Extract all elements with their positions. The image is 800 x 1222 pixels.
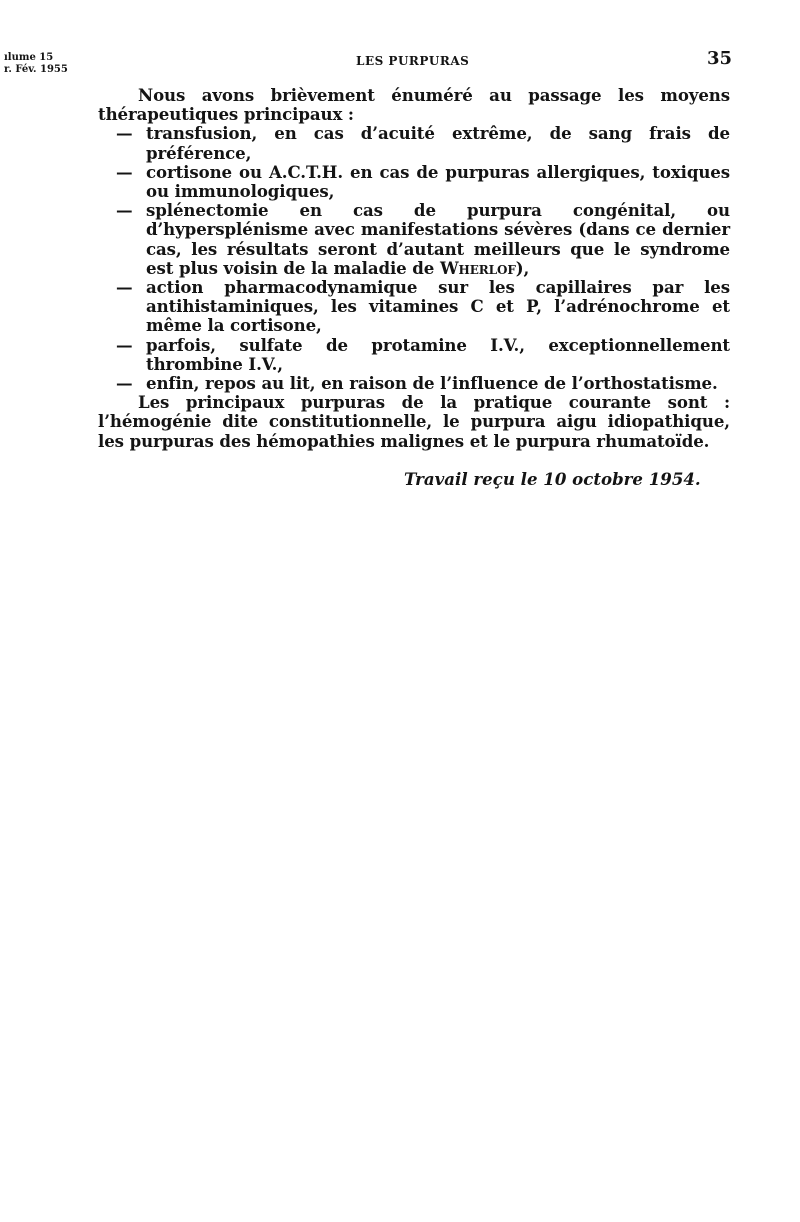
treatment-item-splenectomie: [98, 201, 730, 278]
list-dash: —: [116, 277, 133, 298]
volume-number: ılume 15: [4, 52, 54, 63]
treatment-text: parfois, sulfate de protamine I.V., exceptionnellement thrombine I.V.,: [146, 334, 730, 374]
page-number: 35: [707, 48, 733, 69]
treatment-text-end: ),: [515, 257, 530, 278]
treatment-text: splénectomie en cas de purpura congénital, ou d’hypersplénisme avec manifestations sévères (dans ce dernier cas, les résultats seront d’autant meilleurs que le syndrome est plus voisin de la maladie de: [146, 200, 730, 278]
treatment-item-cortisone: [98, 163, 730, 201]
treatment-text: enfin, repos au lit, en raison de l’influence de l’orthostatisme.: [146, 373, 718, 394]
list-dash: —: [116, 200, 133, 221]
treatment-item-transfusion: [98, 124, 730, 162]
treatment-list: [98, 124, 730, 393]
issue-date: r. Fév. 1955: [4, 64, 68, 75]
treatment-text: transfusion, en cas d’acuité extrême, de sang frais de préférence,: [146, 123, 730, 163]
list-dash: —: [116, 334, 133, 355]
intro-paragraph: Nous avons brièvement énuméré au passage les moyens thérapeutiques principaux :: [98, 85, 730, 125]
treatment-item-repos: [98, 374, 730, 393]
treatment-text: action pharmacodynamique sur les capillaires par les antihistaminiques, les vitamines C et P, l’adrénochrome et même la cortisone,: [146, 277, 730, 336]
running-title: LES PURPURAS: [356, 54, 470, 68]
author-name: Wherlof: [439, 257, 516, 278]
running-head: [0, 48, 800, 78]
conclusion-paragraph: Les principaux purpuras de la pratique courante sont : l’hémogénie dite constitutionnelle, le purpura aigu idiopathique, les purpuras des hémopathies malignes et le purpura rhumatoïde.: [98, 392, 730, 451]
treatment-text: cortisone ou A.C.T.H. en cas de purpuras allergiques, toxiques ou immunologiques,: [146, 161, 730, 202]
article-body: [98, 86, 730, 451]
list-dash: —: [116, 161, 133, 182]
treatment-item-pharmacodynamique: [98, 278, 730, 336]
list-dash: —: [116, 123, 133, 144]
list-dash: —: [116, 373, 133, 394]
volume-info: [4, 52, 68, 76]
received-date: Travail reçu le 10 octobre 1954.: [404, 469, 701, 489]
treatment-item-protamine: [98, 336, 730, 374]
